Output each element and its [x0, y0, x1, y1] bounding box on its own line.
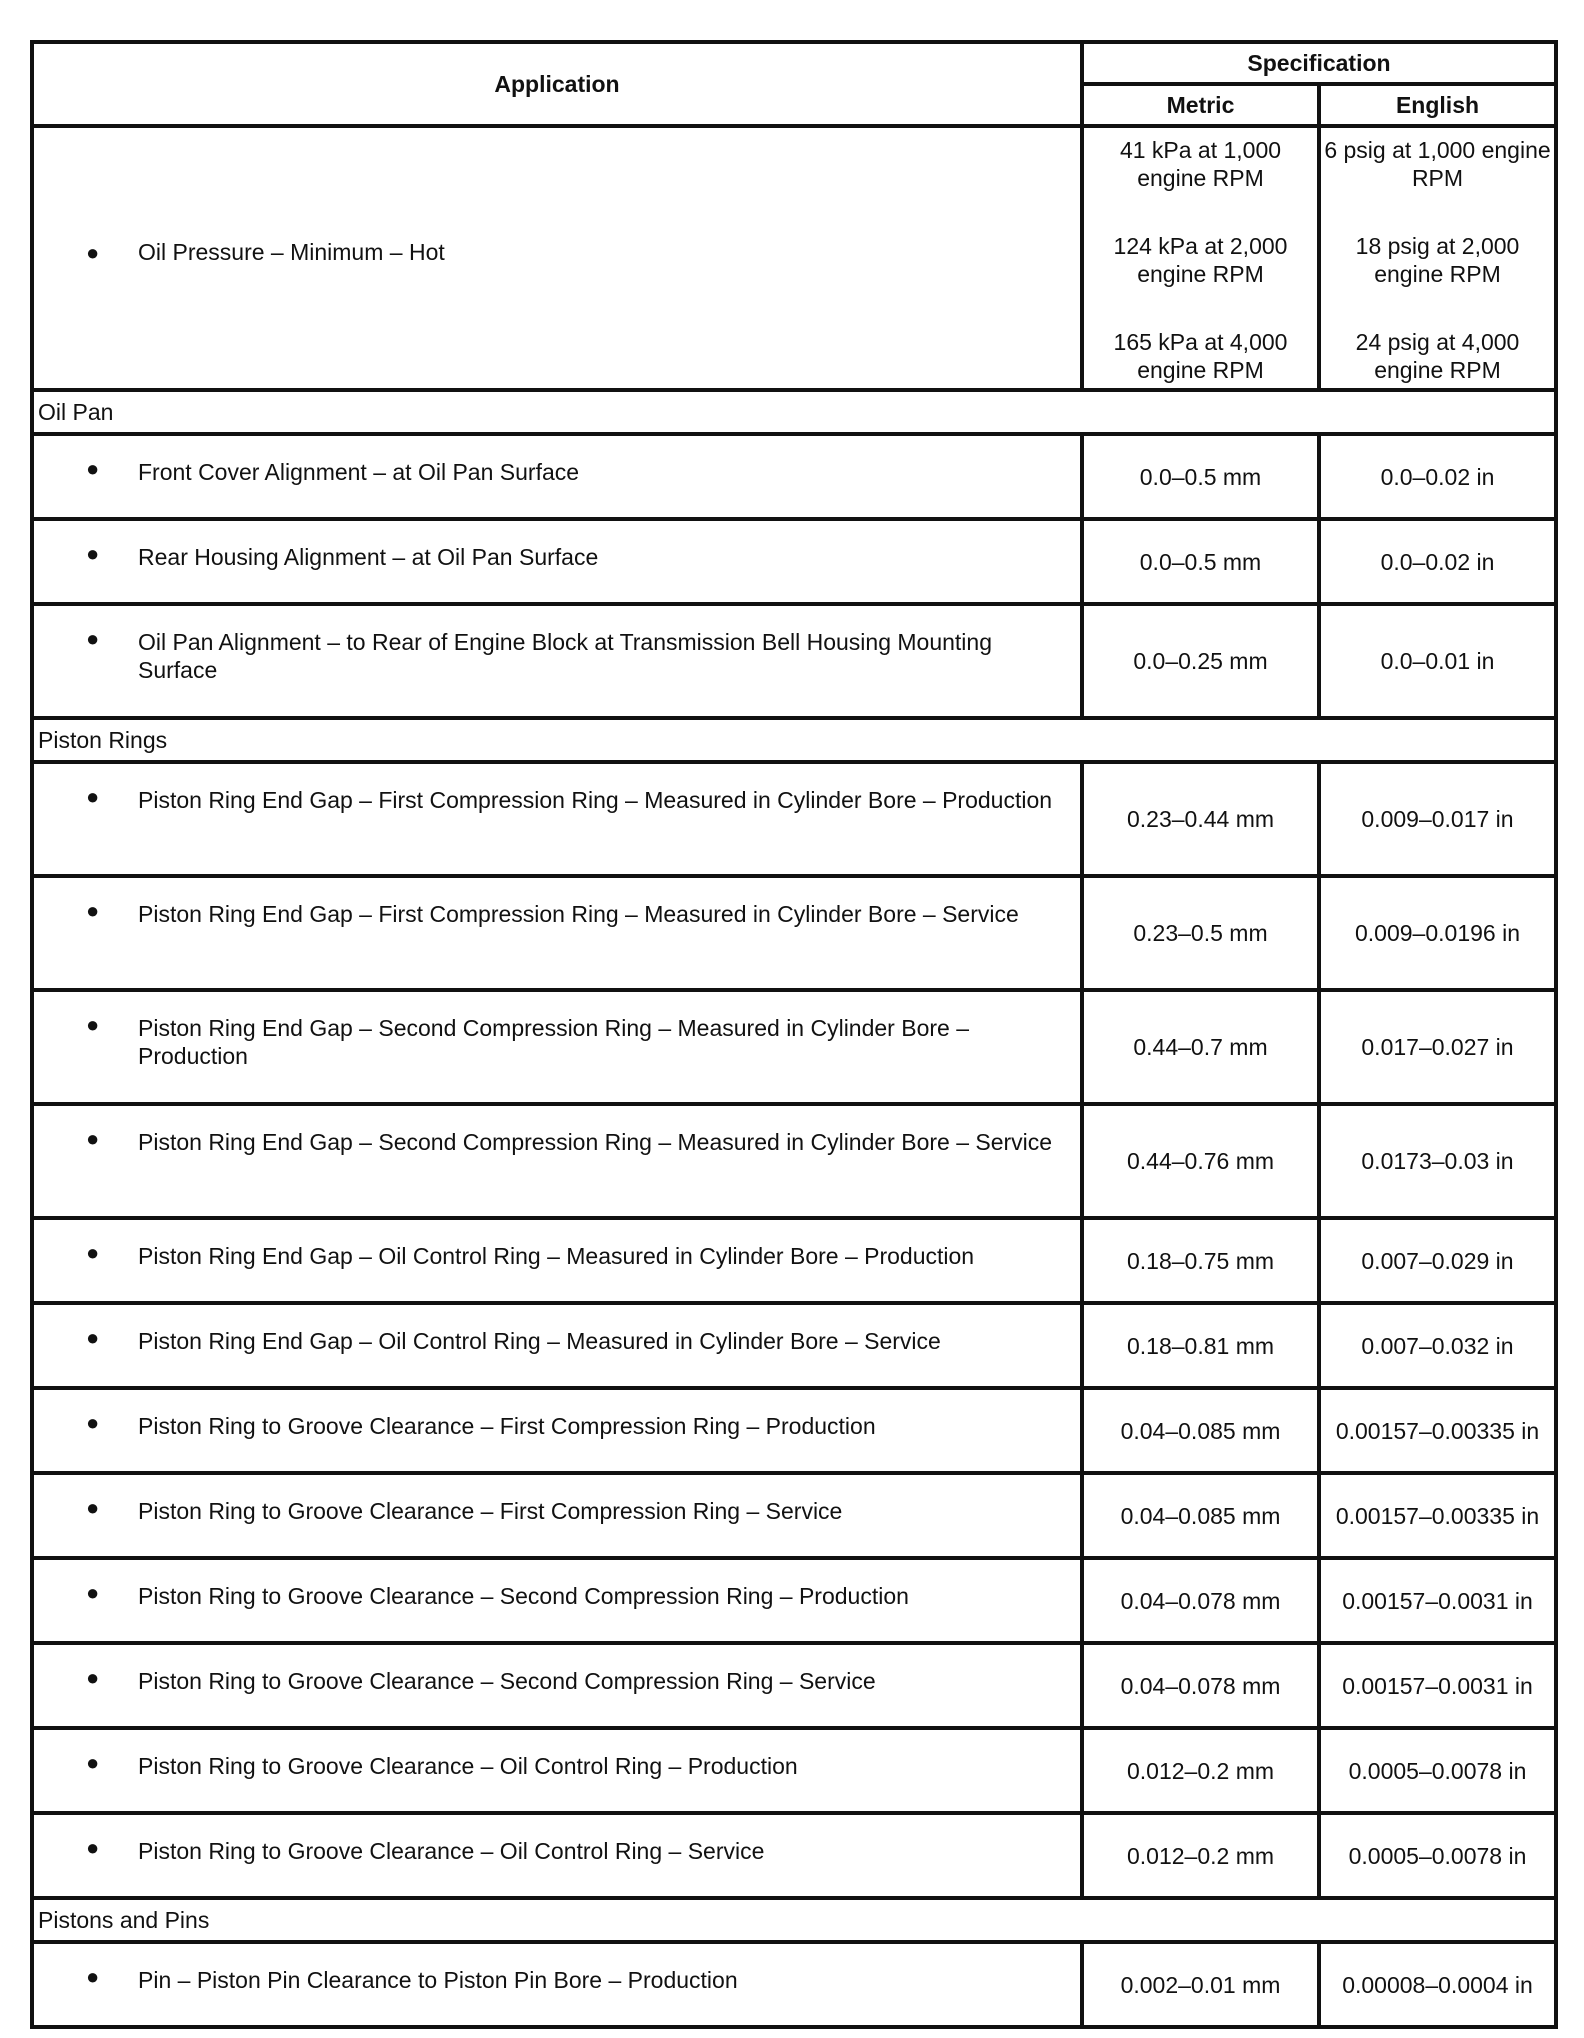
row-label: Piston Ring End Gap – First Compression Ring – Measured in Cylinder Bore – Service: [138, 901, 1019, 927]
english-value: 0.017–0.027 in: [1319, 990, 1556, 1104]
english-value: 0.0–0.01 in: [1319, 604, 1556, 718]
bullet-icon: ●: [86, 240, 100, 265]
english-value: 0.0–0.02 in: [1319, 434, 1556, 519]
english-value: 0.0–0.02 in: [1319, 519, 1556, 604]
row-label: Piston Ring to Groove Clearance – First Compression Ring – Production: [138, 1413, 876, 1439]
row-label: Piston Ring to Groove Clearance – Oil Control Ring – Production: [138, 1753, 798, 1779]
section-row-pistons-and-pins: [32, 1898, 1556, 1942]
english-value: 0.0005–0.0078 in: [1319, 1728, 1556, 1813]
row-label: Oil Pan Alignment – to Rear of Engine Block at Transmission Bell Housing Mounting Surface: [138, 629, 992, 683]
row-label: Piston Ring End Gap – Second Compression Ring – Measured in Cylinder Bore – Service: [138, 1129, 1053, 1155]
table-row: [32, 1218, 1556, 1303]
bullet-icon: ●: [86, 456, 100, 481]
english-value: 0.00157–0.00335 in: [1319, 1473, 1556, 1558]
row-label: Piston Ring to Groove Clearance – Second Compression Ring – Service: [138, 1668, 876, 1694]
metric-value: 0.18–0.75 mm: [1082, 1218, 1319, 1303]
table-row: [32, 519, 1556, 604]
bullet-icon: ●: [86, 541, 100, 566]
row-label: Oil Pressure – Minimum – Hot: [138, 239, 445, 265]
table-row: [32, 1942, 1556, 2027]
table-row: [32, 1728, 1556, 1813]
bullet-icon: ●: [86, 1495, 100, 1520]
row-label: Rear Housing Alignment – at Oil Pan Surface: [138, 544, 599, 570]
bullet-icon: ●: [86, 1665, 100, 1690]
bullet-icon: ●: [86, 898, 100, 923]
bullet-icon: ●: [86, 1325, 100, 1350]
table-row: [32, 1303, 1556, 1388]
section-title: Piston Rings: [32, 718, 1556, 762]
table-row: [32, 876, 1556, 990]
bullet-icon: ●: [86, 784, 100, 809]
table-row: [32, 1643, 1556, 1728]
table-row: [32, 990, 1556, 1104]
metric-value: 41 kPa at 1,000 engine RPM: [1119, 137, 1282, 191]
metric-header: Metric: [1082, 84, 1319, 126]
table-row: [32, 434, 1556, 519]
english-value: 0.00157–0.0031 in: [1319, 1558, 1556, 1643]
oil-pressure-application: [32, 126, 1082, 390]
bullet-icon: ●: [86, 1240, 100, 1265]
section-row-oil-pan: [32, 390, 1556, 434]
metric-value: 0.04–0.085 mm: [1082, 1473, 1319, 1558]
row-label: Piston Ring End Gap – First Compression Ring – Measured in Cylinder Bore – Production: [138, 787, 1053, 813]
oil-pressure-metric: [1082, 126, 1319, 390]
metric-value: 0.0–0.5 mm: [1082, 519, 1319, 604]
metric-value: 0.012–0.2 mm: [1082, 1728, 1319, 1813]
section-title: Pistons and Pins: [32, 1898, 1556, 1942]
table-row: [32, 1473, 1556, 1558]
application-header: Application: [32, 42, 1082, 126]
row-label: Piston Ring End Gap – Oil Control Ring – Measured in Cylinder Bore – Production: [138, 1243, 975, 1269]
metric-value: 0.44–0.76 mm: [1082, 1104, 1319, 1218]
metric-value: 165 kPa at 4,000 engine RPM: [1113, 329, 1288, 383]
row-label: Piston Ring to Groove Clearance – Second Compression Ring – Production: [138, 1583, 909, 1609]
row-label: Piston Ring End Gap – Oil Control Ring – Measured in Cylinder Bore – Service: [138, 1328, 941, 1354]
metric-value: 0.0–0.25 mm: [1082, 604, 1319, 718]
english-value: 0.007–0.032 in: [1319, 1303, 1556, 1388]
oil-pressure-english: [1319, 126, 1556, 390]
bullet-icon: ●: [86, 1580, 100, 1605]
specification-table: [30, 40, 1558, 2029]
metric-value: 0.18–0.81 mm: [1082, 1303, 1319, 1388]
table-row: [32, 762, 1556, 876]
section-row-piston-rings: [32, 718, 1556, 762]
metric-value: 0.0–0.5 mm: [1082, 434, 1319, 519]
bullet-icon: ●: [86, 1126, 100, 1151]
metric-value: 0.23–0.44 mm: [1082, 762, 1319, 876]
bullet-icon: ●: [86, 1012, 100, 1037]
metric-value: 0.44–0.7 mm: [1082, 990, 1319, 1104]
english-value: 6 psig at 1,000 engine RPM: [1324, 137, 1551, 191]
metric-value: 0.012–0.2 mm: [1082, 1813, 1319, 1898]
english-value: 0.00008–0.0004 in: [1319, 1942, 1556, 2027]
english-value: 0.0173–0.03 in: [1319, 1104, 1556, 1218]
metric-value: 0.04–0.078 mm: [1082, 1643, 1319, 1728]
english-value: 18 psig at 2,000 engine RPM: [1355, 233, 1520, 287]
table-row: [32, 1813, 1556, 1898]
english-header: English: [1319, 84, 1556, 126]
metric-value: 0.002–0.01 mm: [1082, 1942, 1319, 2027]
bullet-icon: ●: [86, 1410, 100, 1435]
metric-value: 0.04–0.078 mm: [1082, 1558, 1319, 1643]
row-label: Piston Ring End Gap – Second Compression Ring – Measured in Cylinder Bore – Production: [138, 1015, 969, 1069]
row-label: Piston Ring to Groove Clearance – First Compression Ring – Service: [138, 1498, 843, 1524]
metric-value: 124 kPa at 2,000 engine RPM: [1113, 233, 1288, 287]
metric-value: 0.23–0.5 mm: [1082, 876, 1319, 990]
table-row: [32, 604, 1556, 718]
english-value: 0.009–0.0196 in: [1319, 876, 1556, 990]
row-label: Pin – Piston Pin Clearance to Piston Pin Bore – Production: [138, 1967, 738, 1993]
row-label: Front Cover Alignment – at Oil Pan Surface: [138, 459, 580, 485]
english-value: 0.0005–0.0078 in: [1319, 1813, 1556, 1898]
english-value: 24 psig at 4,000 engine RPM: [1355, 329, 1520, 383]
bullet-icon: ●: [86, 1835, 100, 1860]
english-value: 0.00157–0.0031 in: [1319, 1643, 1556, 1728]
table-row: [32, 1558, 1556, 1643]
specification-header: Specification: [1082, 42, 1556, 84]
row-label: Piston Ring to Groove Clearance – Oil Control Ring – Service: [138, 1838, 765, 1864]
bullet-icon: ●: [86, 626, 100, 651]
bullet-icon: ●: [86, 1964, 100, 1989]
section-title: Oil Pan: [32, 390, 1556, 434]
table-row: [32, 1104, 1556, 1218]
english-value: 0.007–0.029 in: [1319, 1218, 1556, 1303]
bullet-icon: ●: [86, 1750, 100, 1775]
metric-value: 0.04–0.085 mm: [1082, 1388, 1319, 1473]
english-value: 0.00157–0.00335 in: [1319, 1388, 1556, 1473]
english-value: 0.009–0.017 in: [1319, 762, 1556, 876]
table-row: [32, 1388, 1556, 1473]
table-row: [32, 126, 1556, 390]
